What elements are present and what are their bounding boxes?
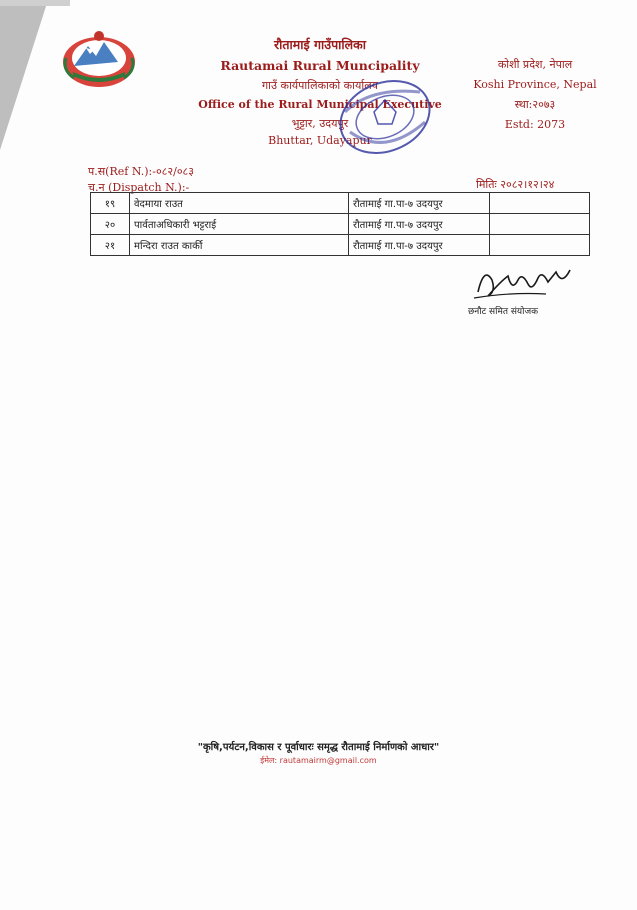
page-edge bbox=[0, 0, 70, 6]
table-row bbox=[91, 214, 590, 235]
remark-cell bbox=[490, 214, 590, 235]
remark-cell bbox=[490, 193, 590, 214]
address-cell: रौतामाई गा.पा-७ उदयपुर bbox=[349, 214, 490, 235]
address-cell: रौतामाई गा.पा-७ उदयपुर bbox=[349, 235, 490, 256]
office-name-np: गाउँ कार्यपालिकाको कार्यालय bbox=[261, 79, 379, 92]
name-cell: पार्वताअधिकारी भट्टराई bbox=[130, 214, 349, 235]
name-cell: मन्दिरा राउत कार्की bbox=[130, 235, 349, 256]
address-en: Bhuttar, Udayapur bbox=[268, 134, 372, 147]
page-fold-shadow bbox=[0, 0, 48, 150]
address-cell: रौतामाई गा.पा-७ उदयपुर bbox=[349, 193, 490, 214]
serial-cell: २० bbox=[91, 214, 130, 235]
province-en: Koshi Province, Nepal bbox=[473, 78, 597, 91]
table-row bbox=[91, 193, 590, 214]
estd-en: Estd: 2073 bbox=[504, 118, 566, 131]
signature-icon bbox=[470, 262, 580, 302]
footer-motto: "कृषि,पर्यटन,विकास र पूर्वाधारः समृद्ध रौतामाई निर्माणको आधार" bbox=[197, 742, 440, 753]
office-stamp-icon bbox=[330, 72, 440, 162]
nepal-emblem-icon bbox=[58, 28, 140, 90]
members-table bbox=[90, 192, 590, 256]
province-np: कोशी प्रदेश, नेपाल bbox=[497, 58, 573, 71]
dispatch-number: च.न (Dispatch N.):- bbox=[88, 181, 190, 194]
estd-np: स्था:२०७३ bbox=[514, 98, 556, 111]
letter-date: मितिः २०८२।१२।२४ bbox=[476, 178, 555, 191]
municipality-name-np: रौतामाई गाउँपालिका bbox=[274, 37, 366, 52]
footer-email: ईमेल: rautamairm@gmail.com bbox=[260, 756, 377, 765]
table-row bbox=[91, 235, 590, 256]
name-cell: वेदमाया राउत bbox=[130, 193, 349, 214]
signature-caption: छनौट समित संयोजक bbox=[468, 307, 539, 317]
remark-cell bbox=[490, 235, 590, 256]
municipality-name-en: Rautamai Rural Muncipality bbox=[220, 58, 420, 73]
reference-number: प.स(Ref N.):-०८२/०८३ bbox=[88, 165, 194, 178]
office-name-en: Office of the Rural Municipal Executive bbox=[198, 98, 442, 111]
serial-cell: २१ bbox=[91, 235, 130, 256]
address-np: भुट्टार, उदयपुर bbox=[291, 117, 349, 130]
letterhead-right bbox=[470, 55, 600, 135]
serial-cell: १९ bbox=[91, 193, 130, 214]
